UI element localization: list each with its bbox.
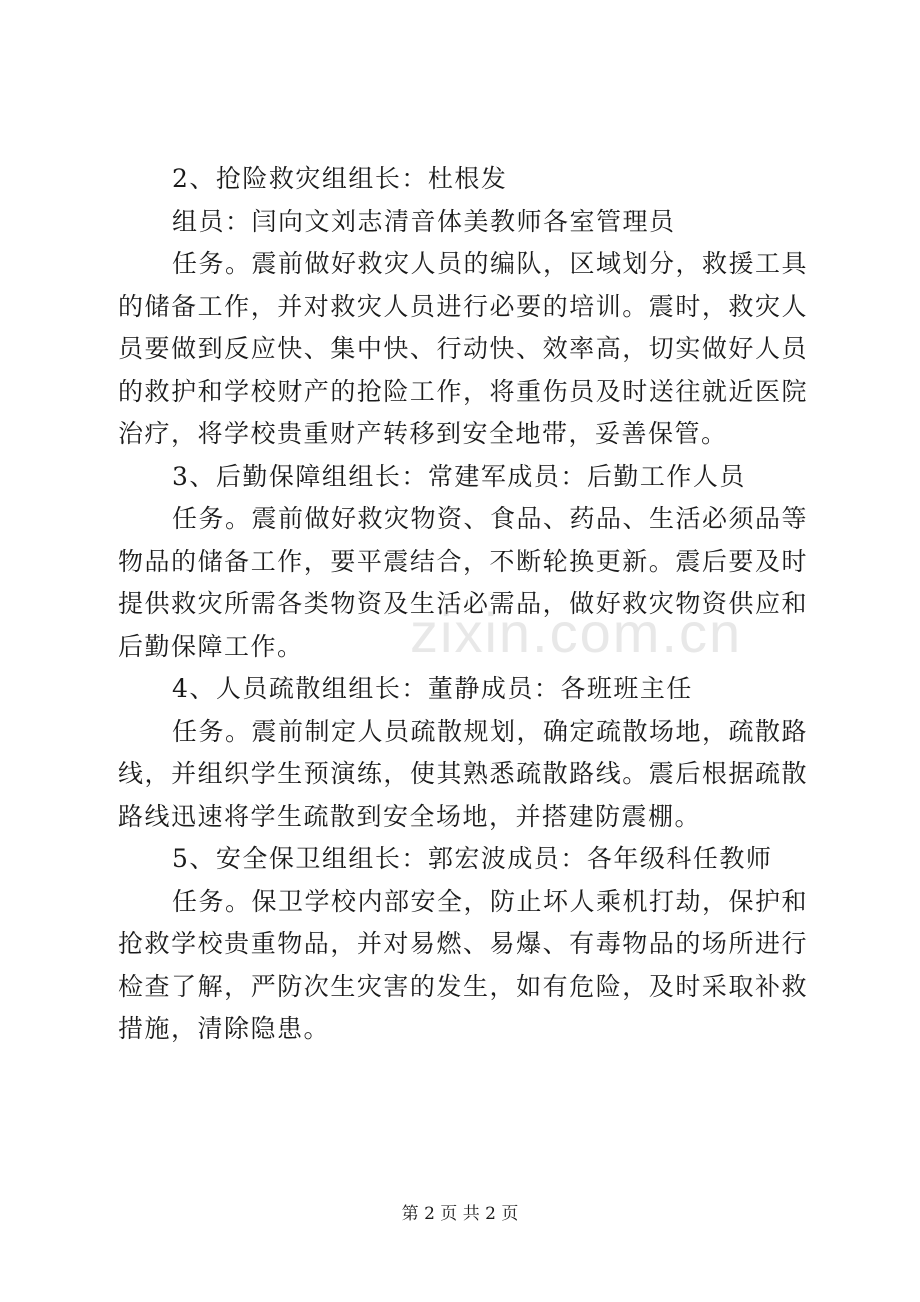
paragraph-evacuation-team-leader: 4、人员疏散组组长：董静成员：各班班主任: [172, 674, 693, 703]
paragraph-security-team-leader: 5、安全保卫组组长：郭宏波成员：各年级科任教师: [172, 844, 773, 873]
paragraph-logistics-team-task: 任务。震前做好救灾物资、食品、药品、生活必须品等物品的储备工作，要平震结合，不断轮换更新。震后要及时提供救灾所需各类物资及生活必需品，做好救灾物资供应和后勤保障工作。: [118, 504, 809, 661]
paragraph-rescue-team-leader: 2、抢险救灾组组长：杜根发: [172, 164, 508, 193]
paragraph-rescue-team-members: 组员：闫向文刘志清音体美教师各室管理员: [172, 206, 676, 236]
paragraph-logistics-team-leader: 3、后勤保障组组长：常建军成员：后勤工作人员: [172, 461, 746, 491]
paragraph-evacuation-team-task: 任务。震前制定人员疏散规划，确定疏散场地，疏散路线，并组织学生预演练，使其熟悉疏散路线。震后根据疏散路线迅速将学生疏散到安全场地，并搭建防震棚。: [118, 716, 809, 831]
watermark: zixin.com.cn: [410, 601, 743, 664]
page-footer: 第 2 页 共 2 页: [401, 1204, 519, 1224]
paragraph-rescue-team-task: 任务。震前做好救灾人员的编队，区域划分，救援工具的储备工作，并对救灾人员进行必要的培训。震时，救灾人员要做到反应快、集中快、行动快、效率高，切实做好人员的救护和学校财产的抢险工作，将重伤员及时送往就近医院治疗，将学校贵重财产转移到安全地带，妥善保管。: [118, 249, 809, 448]
paragraph-security-team-task: 任务。保卫学校内部安全，防止坏人乘机打劫，保护和抢救学校贵重物品，并对易燃、易爆、有毒物品的场所进行检查了解，严防次生灾害的发生，如有危险，及时采取补救措施，清除隐患。: [118, 886, 809, 1043]
